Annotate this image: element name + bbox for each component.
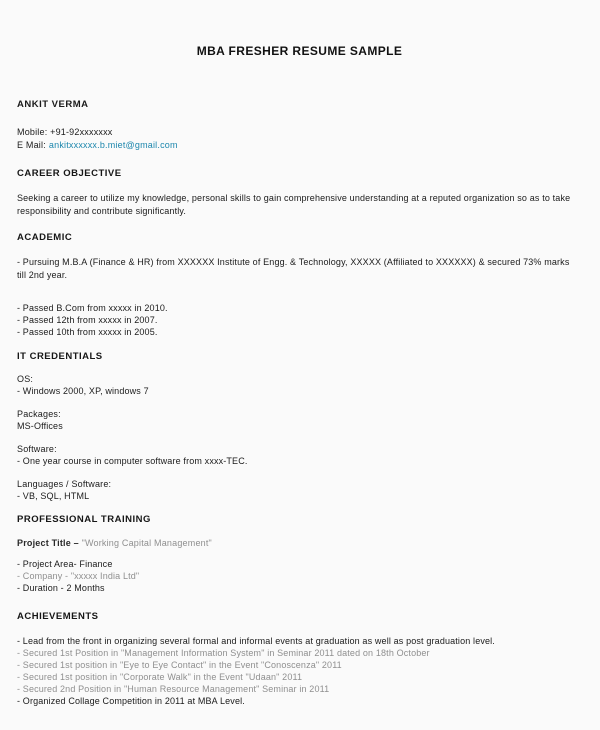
email-label: E Mail: — [17, 140, 46, 150]
it-group-os — [17, 373, 582, 397]
email-link[interactable]: ankitxxxxxx.b.miet@gmail.com — [48, 140, 178, 150]
it-credentials-heading: IT CREDENTIALS — [17, 351, 103, 362]
list-item: - Secured 1st position in "Corporate Walk" in the Event "Udaan" 2011 — [17, 672, 303, 682]
section-academic — [17, 232, 582, 338]
list-item: - Secured 2nd Position in "Human Resource Management" Seminar in 2011 — [17, 684, 330, 694]
list-item: - Company - "xxxxx India Ltd" — [17, 571, 140, 581]
academic-degree: - Pursuing M.B.A (Finance & HR) from XXXXXX Institute of Engg. & Technology, XXXXX (Affiliated to XXXXXX) & secured 73% marks till 2nd year. — [17, 257, 570, 280]
training-details-list — [17, 558, 582, 594]
list-item: - Passed B.Com from xxxxx in 2010. — [17, 303, 168, 313]
project-title-label: Project Title – — [17, 538, 79, 548]
candidate-name: ANKIT VERMA — [17, 99, 89, 110]
mobile-line: Mobile: +91-92xxxxxxx — [17, 127, 113, 137]
achievements-heading: ACHIEVEMENTS — [17, 611, 99, 622]
achievements-list — [17, 635, 582, 707]
contact-block — [17, 126, 582, 152]
group-value: - VB, SQL, HTML — [17, 491, 90, 501]
group-value: MS-Offices — [17, 421, 63, 431]
page-title: MBA FRESHER RESUME SAMPLE — [196, 44, 403, 58]
project-title-line — [17, 538, 582, 548]
section-it-credentials — [17, 351, 582, 502]
career-objective-heading: CAREER OBJECTIVE — [17, 168, 122, 179]
group-label: Languages / Software: — [17, 479, 112, 489]
group-label: Software: — [17, 444, 57, 454]
it-group-packages — [17, 408, 582, 432]
it-group-languages — [17, 478, 582, 502]
group-value: - One year course in computer software from xxxx-TEC. — [17, 456, 248, 466]
list-item: - Secured 1st Position in "Management Information System" in Seminar 2011 dated on 18th October — [17, 648, 430, 658]
group-label: Packages: — [17, 409, 61, 419]
email-line — [17, 139, 582, 152]
project-title-value: "Working Capital Management" — [81, 538, 212, 548]
section-achievements — [17, 611, 582, 707]
list-item: - Duration - 2 Months — [17, 583, 105, 593]
career-objective-text: Seeking a career to utilize my knowledge, personal skills to gain comprehensive understanding at a reputed organization so as to take responsibility and contribute significantly. — [17, 193, 571, 216]
list-item: - Passed 10th from xxxxx in 2005. — [17, 327, 158, 337]
list-item: - Organized Collage Competition in 2011 at MBA Level. — [17, 696, 245, 706]
list-item: - Project Area- Finance — [17, 559, 113, 569]
list-item: - Passed 12th from xxxxx in 2007. — [17, 315, 158, 325]
section-professional-training — [17, 514, 582, 594]
it-group-software — [17, 443, 582, 467]
professional-training-heading: PROFESSIONAL TRAINING — [17, 514, 151, 525]
section-career-objective — [17, 168, 582, 217]
group-value: - Windows 2000, XP, windows 7 — [17, 386, 149, 396]
list-item: - Lead from the front in organizing several formal and informal events at graduation as well as post graduation level. — [17, 636, 495, 646]
academic-heading: ACADEMIC — [17, 232, 73, 243]
group-label: OS: — [17, 374, 34, 384]
list-item: - Secured 1st position in "Eye to Eye Contact" in the Event "Conoscenza" 2011 — [17, 660, 342, 670]
academic-passed-list — [17, 302, 582, 338]
